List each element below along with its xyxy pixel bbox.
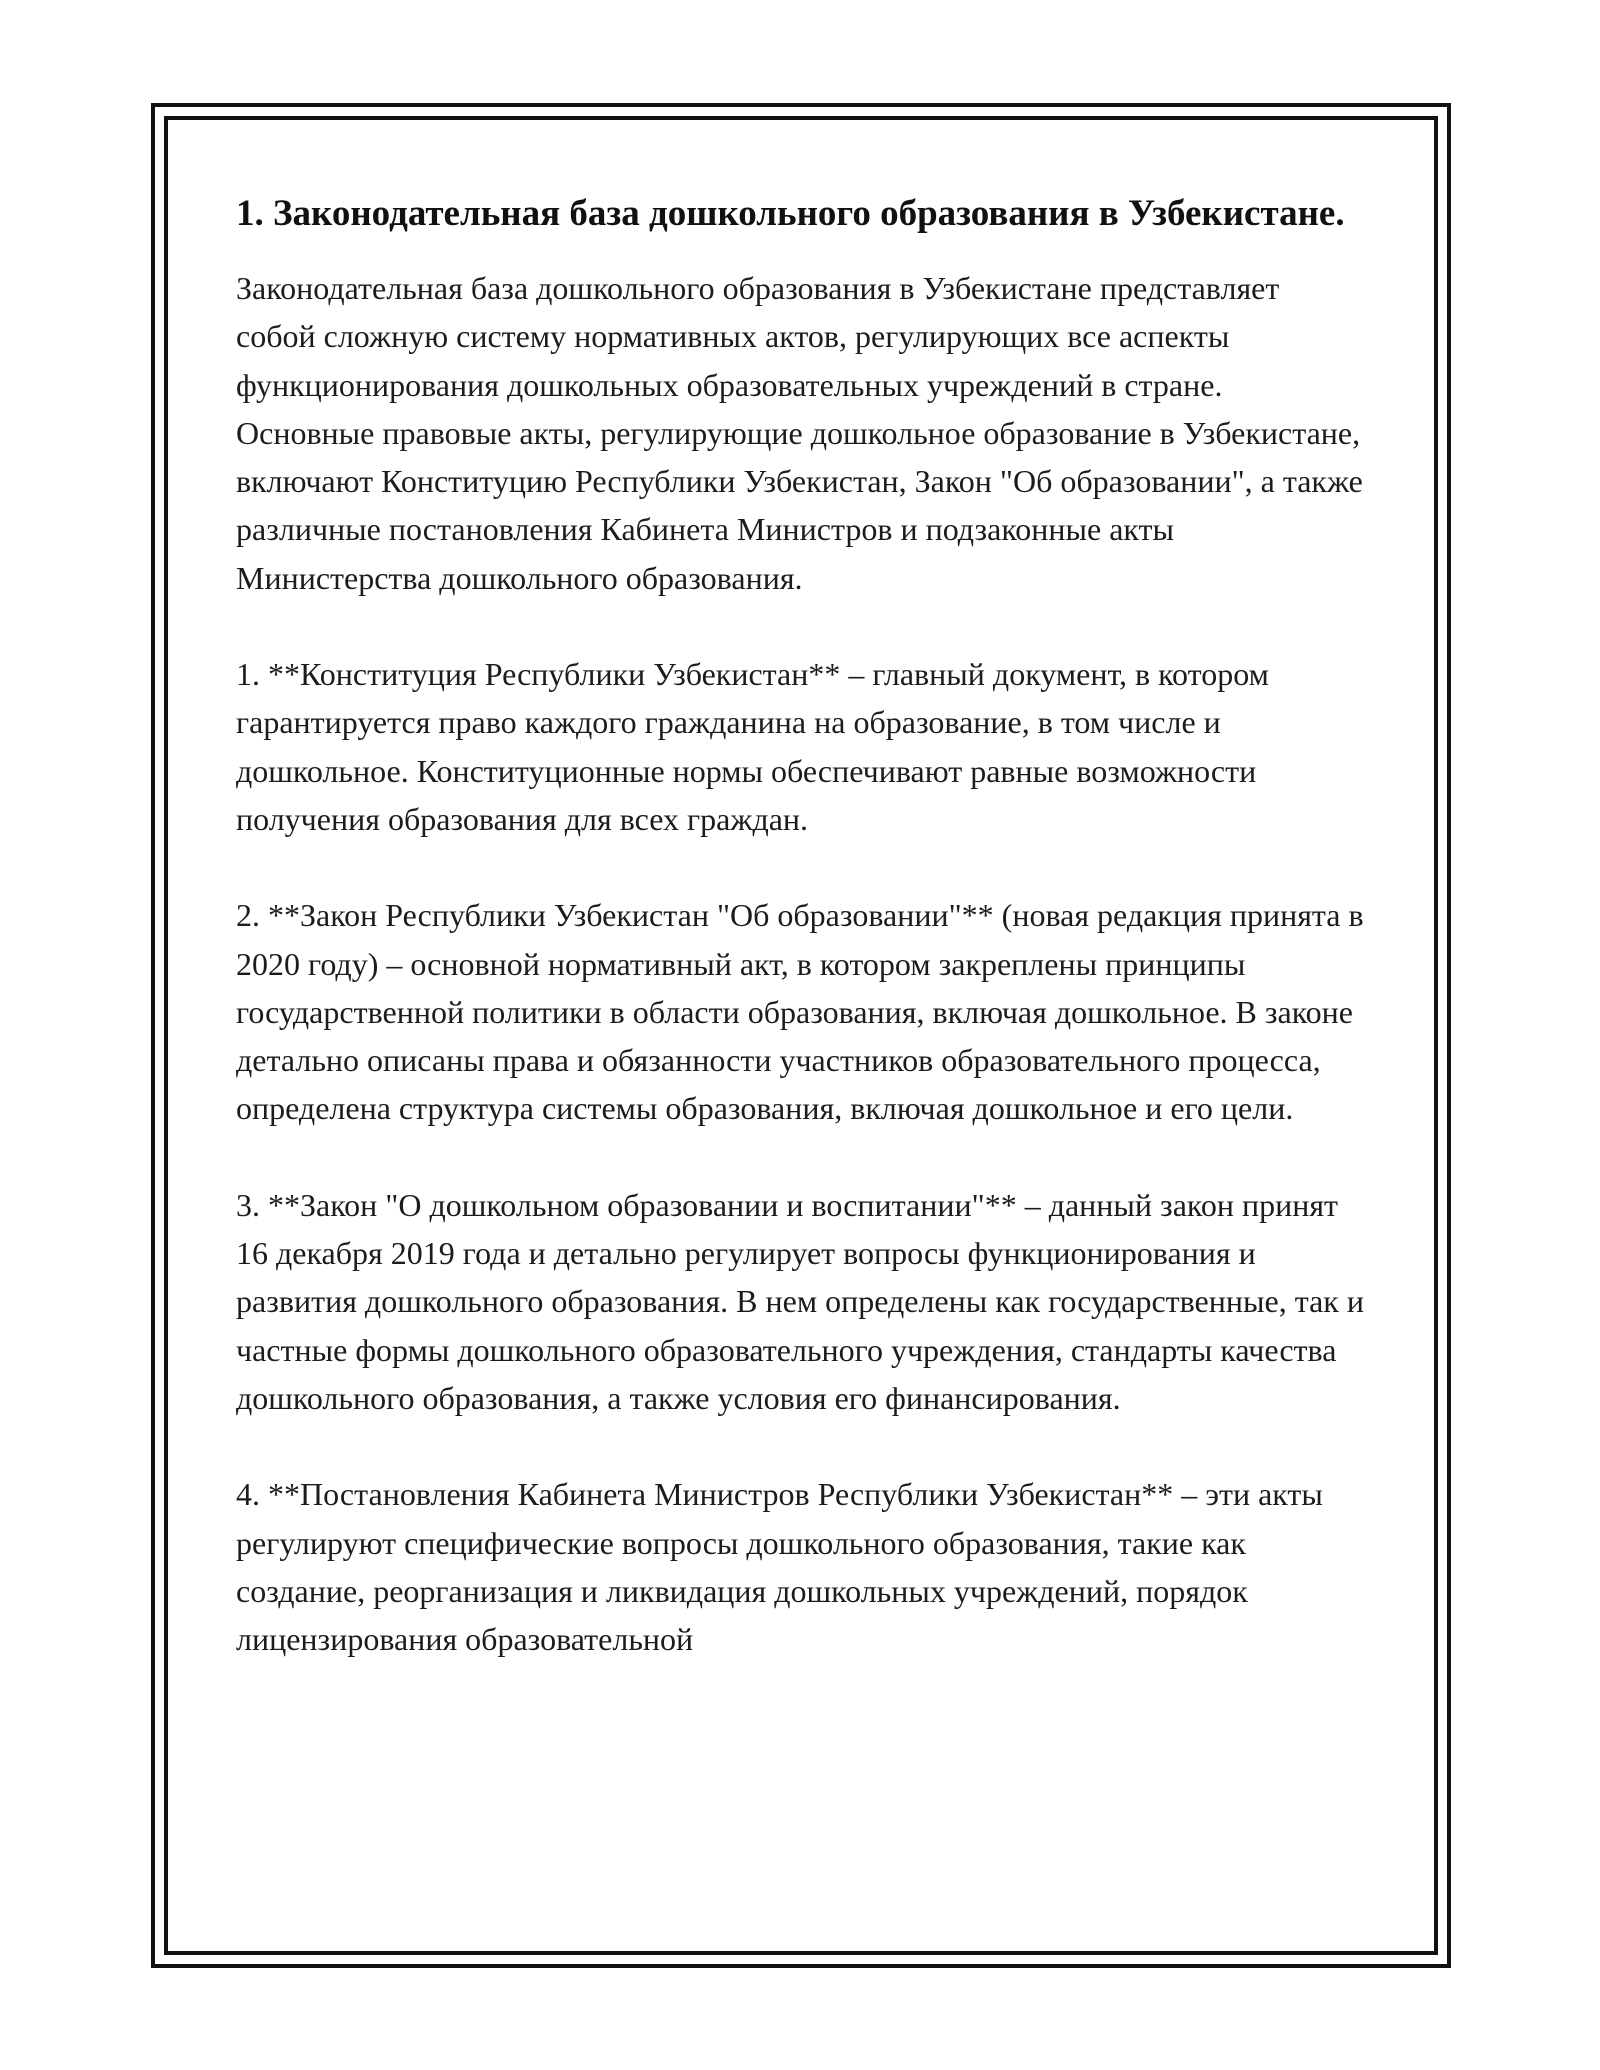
list-item-constitution: 1. **Конституция Республики Узбекистан** – главный документ, в котором гарантируется право каждого гражданина на образование, в том числе и дошкольное. Конституционные нормы обеспечивают равные возможности получения образования для всех граждан. [236, 656, 1269, 837]
list-item-cabinet-resolutions: 4. **Постановления Кабинета Министров Республики Узбекистан** – эти акты регулируют специфические вопросы дошкольного образования, такие как создание, реорганизация и ликвидация дошкольных учреждений, порядок лицензирования образовательной [236, 1476, 1323, 1658]
list-item-education-law: 2. **Закон Республики Узбекистан "Об образовании"** (новая редакция принята в 2020 году) – основной нормативный акт, в котором закреплены принципы государственной политики в области образования, включая дошкольное. В законе детально описаны права и обязанности участников образовательного процесса, определена структура системы образования, включая дошкольное и его цели. [236, 897, 1364, 1127]
intro-paragraph: Законодательная база дошкольного образования в Узбекистане представляет собой сложную систему нормативных актов, регулирующих все аспекты функционирования дошкольных образовательных учреждений в стране. Основные правовые акты, регулирующие дошкольное образование в Узбекистане, включают Конституцию Республики Узбекистан, Закон "Об образовании", а также различные постановления Кабинета Министров и подзаконные акты Министерства дошкольного образования. [236, 270, 1363, 596]
document-body [236, 186, 1366, 1663]
section-heading: 1. Законодательная база дошкольного образования в Узбекистане. [236, 193, 1345, 234]
list-item-preschool-law: 3. **Закон "О дошкольном образовании и воспитании"** – данный закон принят 16 декабря 2019 года и детально регулирует вопросы функционирования и развития дошкольного образования. В нем определены как государственные, так и частные формы дошкольного образовательного учреждения, стандарты качества дошкольного образования, а также условия его финансирования. [236, 1186, 1364, 1416]
